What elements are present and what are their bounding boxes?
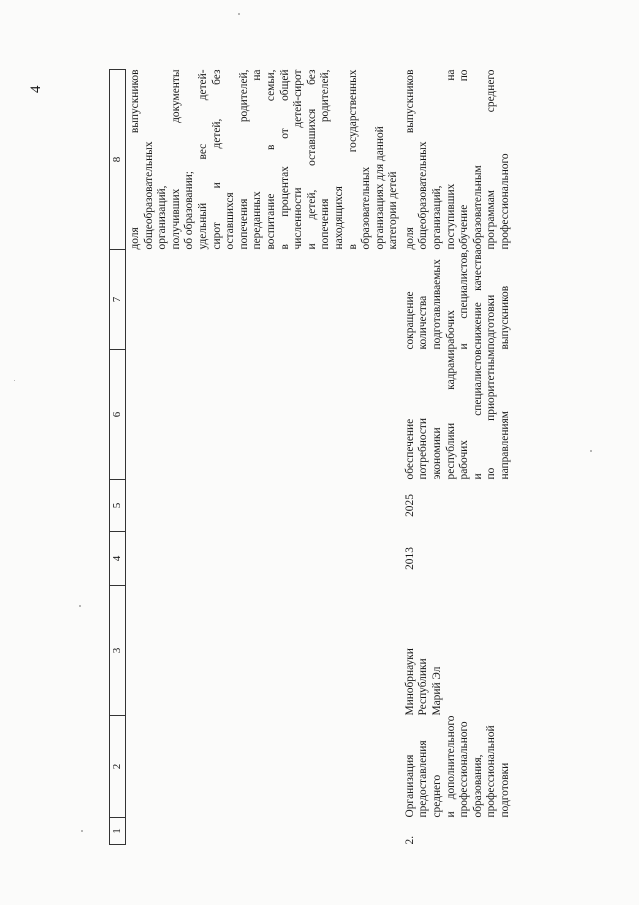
column-number: 6 xyxy=(110,350,126,480)
row-number: 2. xyxy=(403,835,416,845)
program-table xyxy=(109,69,513,845)
column-number: 2 xyxy=(110,716,126,818)
page-number: 4 xyxy=(28,85,44,93)
table-row-continuation xyxy=(126,70,401,845)
consequences-cell: сокращение количества подготавливаемых рабочих и специалистов, снижение качества подготовки выпускников xyxy=(403,249,512,350)
column-number: 8 xyxy=(110,70,126,250)
column-number: 5 xyxy=(110,480,126,532)
column-number: 1 xyxy=(110,818,126,845)
start-year: 2013 xyxy=(403,547,416,570)
indicators-cell: доля выпускников общеобразовательных организаций, поступивших на обучение по образовательным программам среднего профессионального xyxy=(403,69,512,250)
table-row xyxy=(401,70,513,845)
measure-name-cell: Организация предоставления среднего и дополнительного профессионального образования, профессиональной подготовки xyxy=(403,715,512,818)
expected-result-cell: обеспечение потребности экономики республики кадрами рабочих и специалистов по приоритетным направлениям xyxy=(403,349,512,480)
column-number-row xyxy=(110,70,126,845)
executor-cell: Минобрнауки Республики Марий Эл xyxy=(403,648,444,716)
column-number: 4 xyxy=(110,532,126,586)
end-year: 2025 xyxy=(403,494,416,517)
column-number: 3 xyxy=(110,586,126,716)
column-number: 7 xyxy=(110,250,126,350)
indicators-cell: доля выпускников общеобразовательных организаций, получивших документы об образовании; удельный вес детей- сирот и детей, без оставшихся попечения родителей, переданных на воспитание в семьи, в процентах от общей численности детей-сирот и детей, оставшихся без попечения родителей, находящихся в государственных образовательных организациях для данной категории детей xyxy=(129,69,400,250)
